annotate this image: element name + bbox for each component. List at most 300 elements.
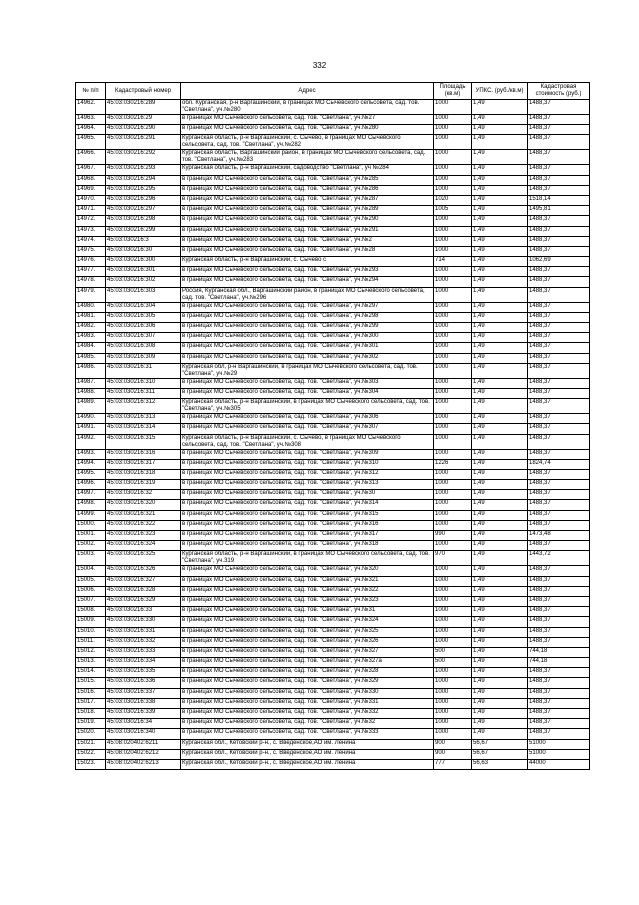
cell-address: в границах МО Сычевского сельсовета, сад. тов. "Светлана", уч.№32 — [181, 719, 434, 729]
cell-cadastral-number: 45:03:030216:314 — [106, 424, 181, 434]
cell-address: в границах МО Сычевского сельсовета, сад. тов. "Светлана", уч.№27 — [181, 115, 434, 125]
cell-cadastral-number: 45:03:030216:298 — [106, 216, 181, 226]
cell-cadastral-cost: 1488,37 — [528, 302, 590, 312]
cell-address: в границах МО Сычевского сельсовета, сад. тов. "Светлана", уч.№329 — [181, 678, 434, 688]
cell-number: 14983. — [76, 333, 106, 343]
cell-area: 1000 — [434, 388, 472, 398]
cell-area: 1000 — [434, 627, 472, 637]
cell-cadastral-number: 45:03:030216:295 — [106, 185, 181, 195]
cell-address: в границах МО Сычевского сельсовета, сад. тов. "Светлана", уч.№323 — [181, 596, 434, 606]
cell-upks: 1,49 — [472, 678, 528, 688]
cell-area: 1000 — [434, 510, 472, 520]
cell-cadastral-cost: 1488,37 — [528, 480, 590, 490]
cell-cadastral-cost: 1488,37 — [528, 688, 590, 698]
cell-number: 14991. — [76, 424, 106, 434]
cell-cadastral-cost: 1488,37 — [528, 510, 590, 520]
cell-cadastral-cost: 1488,37 — [528, 165, 590, 175]
cell-number: 14997. — [76, 490, 106, 500]
cell-upks: 1,49 — [472, 658, 528, 668]
cell-cadastral-cost: 1488,37 — [528, 414, 590, 424]
cell-number: 14974. — [76, 236, 106, 246]
table-row — [76, 378, 590, 388]
cell-address: в границах МО Сычевского сельсовета, сад. тов. "Светлана", уч.№325 — [181, 627, 434, 637]
cell-cadastral-number: 45:03:030216:330 — [106, 617, 181, 627]
cell-upks: 1,49 — [472, 246, 528, 256]
cell-upks: 1,49 — [472, 480, 528, 490]
table-row — [76, 424, 590, 434]
cell-address: в границах МО Сычевского сельсовета, сад. тов. "Светлана", уч.№300 — [181, 333, 434, 343]
table-row — [76, 257, 590, 267]
cell-number: 15012. — [76, 647, 106, 657]
cell-cadastral-number: 45:03:030216:309 — [106, 353, 181, 363]
cell-upks: 1,49 — [472, 586, 528, 596]
cell-cadastral-cost: 1488,37 — [528, 135, 590, 150]
cell-area: 1000 — [434, 135, 472, 150]
cell-address: в границах МО Сычевского сельсовета, сад. тов. "Светлана", уч.№299 — [181, 323, 434, 333]
cell-number: 14990. — [76, 414, 106, 424]
header-cadastral-number: Кадастровый номер — [106, 83, 181, 100]
cell-address: Курганская обл, р-н Варгашинский, в границах МО Сычевского сельсовета, сад. тов. "Светлана", уч.№29 — [181, 363, 434, 378]
cell-upks: 1,49 — [472, 541, 528, 551]
cell-cadastral-cost: 1488,37 — [528, 267, 590, 277]
cell-cadastral-cost: 1473,48 — [528, 531, 590, 541]
cell-area: 1000 — [434, 175, 472, 185]
cell-cadastral-number: 45:08:020402:6212 — [106, 749, 181, 759]
cell-area: 1000 — [434, 165, 472, 175]
cell-cadastral-number: 45:03:030216:328 — [106, 586, 181, 596]
cell-address: Курганская обл., Кетовский р-н., с. Введенское,АО им. Ленина — [181, 759, 434, 769]
table-row — [76, 729, 590, 739]
cell-address: Курганская область, р-н Варгашинский, с. Сычево, в границах МО Сычевского сельсовета, сад. тов. "Светлана", уч.№308 — [181, 434, 434, 449]
cell-cadastral-cost: 1488,37 — [528, 216, 590, 226]
cell-area: 1226 — [434, 459, 472, 469]
cell-address: в границах МО Сычевского сельсовета, сад. тов. "Светлана", уч.№280 — [181, 125, 434, 135]
cell-cadastral-number: 45:03:030216:333 — [106, 647, 181, 657]
cell-cadastral-number: 45:03:030216:294 — [106, 175, 181, 185]
cell-address: в границах МО Сычевского сельсовета, сад. тов. "Светлана", уч.№28 — [181, 246, 434, 256]
table-row — [76, 246, 590, 256]
table-row — [76, 333, 590, 343]
cell-address: Курганская обл., Кетовский р-н., с. Введенское,АО им. Ленина — [181, 739, 434, 749]
cell-upks: 1,49 — [472, 302, 528, 312]
cell-address: в границах МО Сычевского сельсовета, сад. тов. "Светлана", уч.№290 — [181, 216, 434, 226]
table-row — [76, 576, 590, 586]
cell-cadastral-number: 45:03:030216:312 — [106, 399, 181, 414]
table-row — [76, 216, 590, 226]
cell-number: 14969. — [76, 185, 106, 195]
table-row — [76, 759, 590, 769]
cell-address: в границах МО Сычевского сельсовета, сад. тов. "Светлана", уч.№294 — [181, 277, 434, 287]
cell-cadastral-number: 45:03:030216:311 — [106, 388, 181, 398]
cell-cadastral-cost: 1488,37 — [528, 586, 590, 596]
cell-number: 14966. — [76, 150, 106, 165]
cell-number: 15016. — [76, 688, 106, 698]
table-row — [76, 287, 590, 302]
cell-cadastral-number: 45:08:020402:6211 — [106, 739, 181, 749]
cell-upks: 1,49 — [472, 637, 528, 647]
table-row — [76, 135, 590, 150]
cell-upks: 1,49 — [472, 698, 528, 708]
cell-cadastral-number: 45:03:030216:303 — [106, 287, 181, 302]
cell-number: 14976. — [76, 257, 106, 267]
cell-cadastral-number: 45:03:030216:296 — [106, 195, 181, 205]
cell-cadastral-cost: 1488,37 — [528, 236, 590, 246]
table-row — [76, 302, 590, 312]
table-row — [76, 637, 590, 647]
cell-cadastral-cost: 1488,37 — [528, 185, 590, 195]
page-number: 332 — [312, 61, 327, 70]
cell-upks: 1,49 — [472, 668, 528, 678]
table-row — [76, 541, 590, 551]
cell-area: 1000 — [434, 500, 472, 510]
cell-number: 14977. — [76, 267, 106, 277]
cell-number: 15011. — [76, 637, 106, 647]
cell-area: 1000 — [434, 424, 472, 434]
table-row — [76, 627, 590, 637]
cell-cadastral-number: 45:03:030216:324 — [106, 541, 181, 551]
cell-area: 1000 — [434, 434, 472, 449]
cell-number: 15020. — [76, 729, 106, 739]
cell-cadastral-cost: 744,18 — [528, 658, 590, 668]
cell-number: 15002. — [76, 541, 106, 551]
cell-address: в границах МО Сычевского сельсовета, сад. тов. "Светлана", уч.№289 — [181, 206, 434, 216]
cell-address: в границах МО Сычевского сельсовета, сад. тов. "Светлана", уч.№320 — [181, 566, 434, 576]
table-row — [76, 312, 590, 322]
header-address: Адрес — [181, 83, 434, 100]
table-row — [76, 531, 590, 541]
cell-number: 14981. — [76, 312, 106, 322]
cell-cadastral-cost: 1488,37 — [528, 566, 590, 576]
table-row — [76, 510, 590, 520]
cell-number: 15001. — [76, 531, 106, 541]
cell-address: в границах МО Сычевского сельсовета, сад. тов. "Светлана", уч.№285 — [181, 175, 434, 185]
cell-upks: 1,49 — [472, 236, 528, 246]
cell-area: 1000 — [434, 678, 472, 688]
cell-number: 14978. — [76, 277, 106, 287]
cell-cadastral-number: 45:03:030216:329 — [106, 596, 181, 606]
cell-address: в границах МО Сычевского сельсовета, сад. тов. "Светлана", уч.№314 — [181, 500, 434, 510]
cell-cadastral-number: 45:03:030216:29 — [106, 115, 181, 125]
cell-area: 1020 — [434, 195, 472, 205]
cell-cadastral-cost: 1488,37 — [528, 719, 590, 729]
cell-upks: 56,63 — [472, 759, 528, 769]
cell-upks: 1,49 — [472, 551, 528, 566]
cell-cadastral-number: 45:03:030216:301 — [106, 267, 181, 277]
cell-address: в границах МО Сычевского сельсовета, сад. тов. "Светлана", уч.№309 — [181, 449, 434, 459]
cell-upks: 56,67 — [472, 749, 528, 759]
cell-number: 15005. — [76, 576, 106, 586]
cell-upks: 1,49 — [472, 135, 528, 150]
cell-address: в границах МО Сычевского сельсовета, сад. тов. "Светлана", уч.№326 — [181, 637, 434, 647]
cell-number: 14982. — [76, 323, 106, 333]
cell-upks: 1,49 — [472, 312, 528, 322]
cell-upks: 1,49 — [472, 125, 528, 135]
header-upks: УПКС. (руб./кв.м) — [472, 83, 528, 100]
cell-area: 1000 — [434, 719, 472, 729]
cell-address: Курганская область, Варгашинский район, в границах МО Сычевского сельсовета, сад. тов. "Светлана", уч.№283 — [181, 150, 434, 165]
cell-cadastral-number: 45:03:030216:334 — [106, 658, 181, 668]
table-row — [76, 399, 590, 414]
cell-area: 1000 — [434, 246, 472, 256]
cell-address: в границах МО Сычевского сельсовета, сад. тов. "Светлана", уч.№2 — [181, 236, 434, 246]
cell-address: в границах МО Сычевского сельсовета, сад. тов. "Светлана", уч.№303 — [181, 378, 434, 388]
cell-area: 900 — [434, 739, 472, 749]
cell-cadastral-cost: 744,18 — [528, 647, 590, 657]
cell-number: 14973. — [76, 226, 106, 236]
cell-area: 1000 — [434, 353, 472, 363]
cell-cadastral-cost: 44000 — [528, 759, 590, 769]
cell-address: в границах МО Сычевского сельсовета, сад. тов. "Светлана", уч.№331 — [181, 698, 434, 708]
table-row — [76, 206, 590, 216]
cell-cadastral-cost: 1488,37 — [528, 333, 590, 343]
header-cadastral-cost: Кадастровая стоимость (руб.) — [528, 83, 590, 100]
cell-address: в границах МО Сычевского сельсовета, сад. тов. "Светлана", уч.№301 — [181, 343, 434, 353]
cell-cadastral-number: 45:03:030216:293 — [106, 165, 181, 175]
cell-upks: 1,49 — [472, 520, 528, 530]
cell-area: 1000 — [434, 607, 472, 617]
cell-number: 14987. — [76, 378, 106, 388]
table-row — [76, 125, 590, 135]
cell-upks: 1,49 — [472, 378, 528, 388]
cell-area: 1000 — [434, 277, 472, 287]
cell-area: 500 — [434, 658, 472, 668]
cell-cadastral-number: 45:03:030216:338 — [106, 698, 181, 708]
cell-upks: 1,49 — [472, 185, 528, 195]
cell-cadastral-number: 45:03:030216:327 — [106, 576, 181, 586]
cell-address: в границах МО Сычевского сельсовета, сад. тов. "Светлана", уч.№31 — [181, 607, 434, 617]
cell-number: 15000. — [76, 520, 106, 530]
cell-cadastral-number: 45:03:030216:325 — [106, 551, 181, 566]
cell-cadastral-cost: 1488,37 — [528, 399, 590, 414]
cell-cadastral-cost: 1488,37 — [528, 226, 590, 236]
cell-cadastral-cost: 1488,37 — [528, 541, 590, 551]
cell-cadastral-number: 45:03:030216:321 — [106, 510, 181, 520]
cell-cadastral-number: 45:03:030216:289 — [106, 100, 181, 115]
cell-address: в границах МО Сычевского сельсовета, сад. тов. "Светлана", уч.№298 — [181, 312, 434, 322]
cell-cadastral-cost: 1488,37 — [528, 469, 590, 479]
cell-cadastral-number: 45:03:030216:316 — [106, 449, 181, 459]
cell-cadastral-cost: 1488,37 — [528, 100, 590, 115]
cell-address: в границах МО Сычевского сельсовета, сад. тов. "Светлана", уч.№330 — [181, 688, 434, 698]
cell-number: 15010. — [76, 627, 106, 637]
cell-cadastral-cost: 1488,37 — [528, 668, 590, 678]
cell-cadastral-number: 45:03:030216:332 — [106, 637, 181, 647]
table-row — [76, 739, 590, 749]
table-row — [76, 709, 590, 719]
cell-address: в границах МО Сычевского сельсовета, сад. тов. "Светлана", уч.№318 — [181, 541, 434, 551]
table-row — [76, 388, 590, 398]
cell-area: 1000 — [434, 150, 472, 165]
cell-area: 500 — [434, 647, 472, 657]
cell-area: 1000 — [434, 586, 472, 596]
cell-upks: 1,49 — [472, 729, 528, 739]
cell-cadastral-number: 45:03:030216:291 — [106, 135, 181, 150]
cell-address: в границах МО Сычевского сельсовета, сад. тов. "Светлана", уч.№315 — [181, 510, 434, 520]
cell-area: 1000 — [434, 637, 472, 647]
cell-address: в границах МО Сычевского сельсовета, сад. тов. "Светлана", уч.№30 — [181, 490, 434, 500]
cell-upks: 1,49 — [472, 617, 528, 627]
cell-cadastral-number: 45:03:030216:317 — [106, 459, 181, 469]
cell-number: 14979. — [76, 287, 106, 302]
cell-cadastral-number: 45:03:030216:3 — [106, 236, 181, 246]
table-row — [76, 500, 590, 510]
cell-address: в границах МО Сычевского сельсовета, сад. тов. "Светлана", уч.№327а — [181, 658, 434, 668]
cell-cadastral-cost: 1488,37 — [528, 125, 590, 135]
cell-number: 14972. — [76, 216, 106, 226]
table-row — [76, 363, 590, 378]
cell-number: 14999. — [76, 510, 106, 520]
cell-number: 14970. — [76, 195, 106, 205]
cell-upks: 1,49 — [472, 459, 528, 469]
cell-cadastral-cost: 1488,37 — [528, 627, 590, 637]
cell-area: 1000 — [434, 115, 472, 125]
cell-upks: 1,49 — [472, 388, 528, 398]
cell-address: в границах МО Сычевского сельсовета, сад. тов. "Светлана", уч.№302 — [181, 353, 434, 363]
cell-cadastral-cost: 1488,37 — [528, 576, 590, 586]
cell-number: 14989. — [76, 399, 106, 414]
cell-area: 1000 — [434, 490, 472, 500]
cell-upks: 1,49 — [472, 165, 528, 175]
cell-cadastral-number: 45:03:030216:299 — [106, 226, 181, 236]
table-row — [76, 596, 590, 606]
header-number: № п/п — [76, 83, 106, 100]
cell-cadastral-number: 45:03:030216:326 — [106, 566, 181, 576]
cell-number: 15019. — [76, 719, 106, 729]
cell-cadastral-number: 45:03:030216:292 — [106, 150, 181, 165]
cell-cadastral-number: 45:03:030216:32 — [106, 490, 181, 500]
cell-area: 1000 — [434, 414, 472, 424]
cell-upks: 1,49 — [472, 267, 528, 277]
cell-cadastral-cost: 1488,37 — [528, 637, 590, 647]
cell-address: в границах МО Сычевского сельсовета, сад. тов. "Светлана", уч.№307 — [181, 424, 434, 434]
cell-area: 970 — [434, 551, 472, 566]
cell-number: 14985. — [76, 353, 106, 363]
cell-cadastral-cost: 1488,37 — [528, 388, 590, 398]
cell-address: в границах МО Сычевского сельсовета, сад. тов. "Светлана", уч.№332 — [181, 709, 434, 719]
cell-address: в границах МО Сычевского сельсовета, сад. тов. "Светлана", уч.№324 — [181, 617, 434, 627]
table-row — [76, 480, 590, 490]
cell-number: 15017. — [76, 698, 106, 708]
cell-address: в границах МО Сычевского сельсовета, сад. тов. "Светлана", уч.№317 — [181, 531, 434, 541]
cell-area: 1000 — [434, 399, 472, 414]
table-row — [76, 749, 590, 759]
table-row — [76, 668, 590, 678]
table-row — [76, 520, 590, 530]
cell-number: 14992. — [76, 434, 106, 449]
cell-address: в границах МО Сычевского сельсовета, сад. тов. "Светлана", уч.№291 — [181, 226, 434, 236]
table-row — [76, 607, 590, 617]
cell-area: 1000 — [434, 343, 472, 353]
cell-area: 1000 — [434, 617, 472, 627]
cell-area: 1000 — [434, 333, 472, 343]
cell-area: 1000 — [434, 688, 472, 698]
table-row — [76, 551, 590, 566]
cell-cadastral-cost: 1488,37 — [528, 150, 590, 165]
cell-cadastral-cost: 1488,37 — [528, 607, 590, 617]
cell-cadastral-number: 45:03:030216:323 — [106, 531, 181, 541]
cell-number: 15014. — [76, 668, 106, 678]
cell-number: 14962. — [76, 100, 106, 115]
cell-address: в границах МО Сычевского сельсовета, сад. тов. "Светлана", уч.№287 — [181, 195, 434, 205]
cell-upks: 1,49 — [472, 607, 528, 617]
cell-area: 1000 — [434, 709, 472, 719]
table-row — [76, 449, 590, 459]
cell-address: Курганская область, р-н Варгашинский, с. Сычево с — [181, 257, 434, 267]
cell-address: Курганская область, р-н Варгашинский, садоводство "Светлана", уч №284 — [181, 165, 434, 175]
table-row — [76, 658, 590, 668]
cell-upks: 56,67 — [472, 739, 528, 749]
cell-cadastral-number: 45:03:030216:30 — [106, 246, 181, 256]
cell-cadastral-number: 45:03:030216:33 — [106, 607, 181, 617]
cell-address: в границах МО Сычевского сельсовета, сад. тов. "Светлана", уч.№286 — [181, 185, 434, 195]
cell-area: 1000 — [434, 236, 472, 246]
table-row — [76, 647, 590, 657]
cell-number: 15021. — [76, 739, 106, 749]
cell-cadastral-number: 45:03:030216:307 — [106, 333, 181, 343]
cell-upks: 1,49 — [472, 353, 528, 363]
cell-number: 14998. — [76, 500, 106, 510]
cell-upks: 1,49 — [472, 647, 528, 657]
cell-number: 15003. — [76, 551, 106, 566]
cell-area: 1000 — [434, 698, 472, 708]
cell-number: 15023. — [76, 759, 106, 769]
cell-area: 1000 — [434, 541, 472, 551]
cell-address: в границах МО Сычевского сельсовета, сад. тов. "Светлана", уч.№327 — [181, 647, 434, 657]
table-row — [76, 678, 590, 688]
cell-number: 14971. — [76, 206, 106, 216]
table-row — [76, 277, 590, 287]
cell-upks: 1,49 — [472, 216, 528, 226]
cell-address: в границах МО Сычевского сельсовета, сад. тов. "Светлана", уч.№312 — [181, 469, 434, 479]
cell-address: в границах МО Сычевского сельсовета, сад. тов. "Светлана", уч.№333 — [181, 729, 434, 739]
cell-cadastral-number: 45:03:030216:320 — [106, 500, 181, 510]
cell-cadastral-number: 45:03:030216:31 — [106, 363, 181, 378]
cell-number: 15006. — [76, 586, 106, 596]
cell-cadastral-number: 45:03:030216:290 — [106, 125, 181, 135]
cell-area: 990 — [434, 531, 472, 541]
cell-area: 1000 — [434, 216, 472, 226]
cell-number: 14994. — [76, 459, 106, 469]
cell-upks: 1,49 — [472, 323, 528, 333]
cell-upks: 1,49 — [472, 206, 528, 216]
cell-area: 1000 — [434, 378, 472, 388]
cell-area: 1000 — [434, 480, 472, 490]
cell-number: 15004. — [76, 566, 106, 576]
cell-area: 900 — [434, 749, 472, 759]
cell-upks: 1,49 — [472, 627, 528, 637]
cell-cadastral-cost: 1488,37 — [528, 449, 590, 459]
cell-cadastral-cost: 1488,37 — [528, 343, 590, 353]
cell-area: 1000 — [434, 226, 472, 236]
cell-cadastral-cost: 1488,37 — [528, 378, 590, 388]
cell-number: 14963. — [76, 115, 106, 125]
cell-cadastral-number: 45:03:030216:313 — [106, 414, 181, 424]
cell-number: 14965. — [76, 135, 106, 150]
cell-cadastral-number: 45:03:030216:34 — [106, 719, 181, 729]
table-row — [76, 566, 590, 576]
cell-cadastral-cost: 1518,14 — [528, 195, 590, 205]
cell-address: обл. Курганская, р-н Варгашинский, в границах МО Сычевского сельсовета, сад. тов. "Светлана", уч.№280 — [181, 100, 434, 115]
header-area: Площадь (кв.м) — [434, 83, 472, 100]
cell-area: 1000 — [434, 449, 472, 459]
cell-cadastral-cost: 1488,37 — [528, 246, 590, 256]
cell-upks: 1,49 — [472, 414, 528, 424]
cell-number: 14988. — [76, 388, 106, 398]
cell-cadastral-cost: 1488,37 — [528, 312, 590, 322]
cell-upks: 1,49 — [472, 100, 528, 115]
cell-upks: 1,49 — [472, 490, 528, 500]
cell-number: 15013. — [76, 658, 106, 668]
